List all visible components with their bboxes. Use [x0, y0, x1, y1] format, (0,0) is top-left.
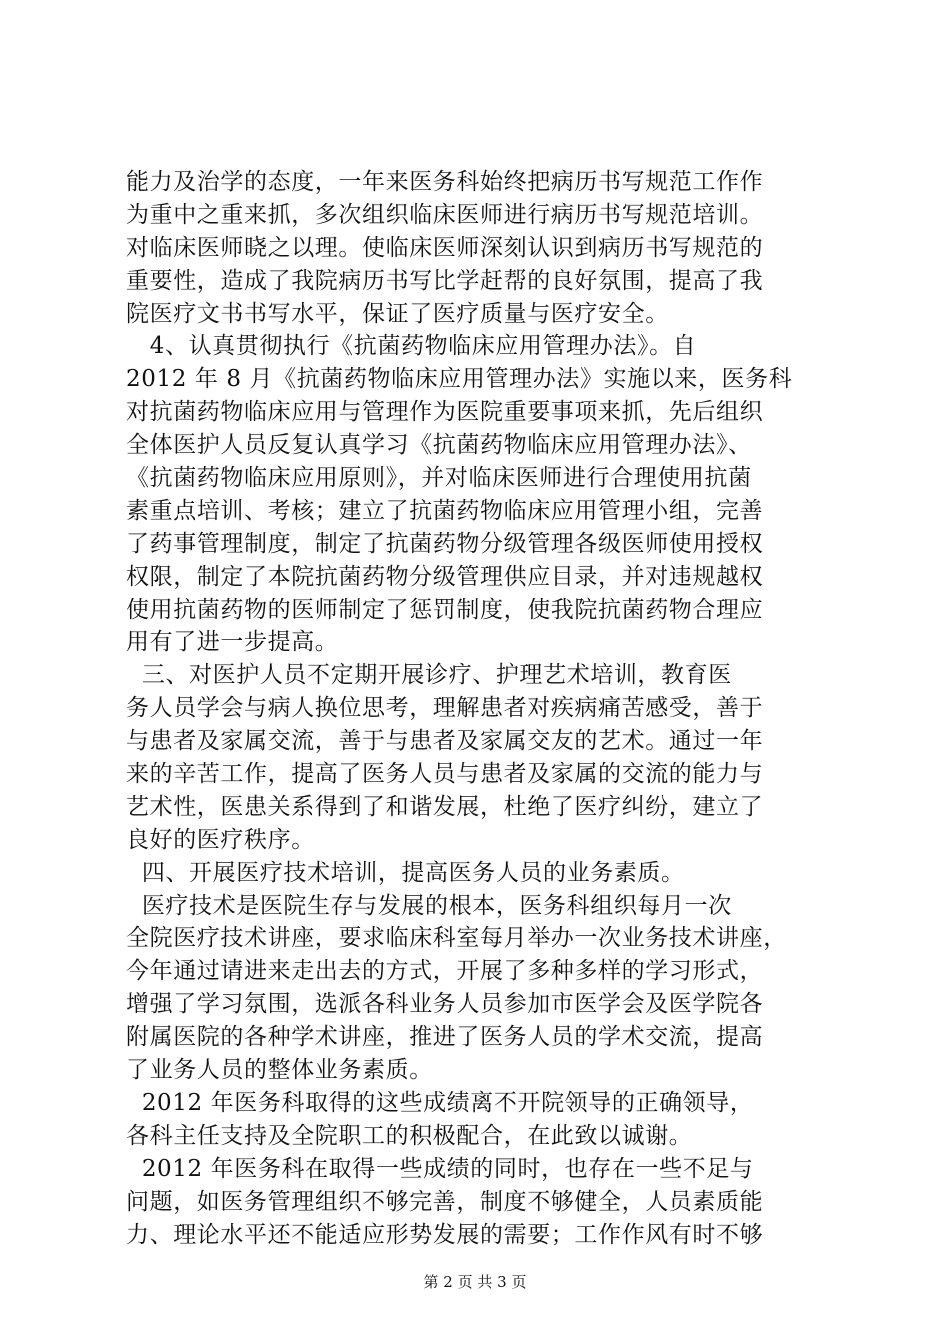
text-line: 三、对医护人员不定期开展诊疗、护理艺术培训，教育医	[126, 662, 732, 689]
text-line: 了药事管理制度，制定了抗菌药物分级管理各级医师使用授权	[126, 530, 764, 557]
text-line: 用有了进一步提高。	[126, 629, 339, 656]
text-line: 了业务人员的整体业务素质。	[126, 1057, 433, 1084]
text-line: 今年通过请进来走出去的方式，开展了多种多样的学习形式，	[126, 958, 764, 985]
text-line: 4、认真贯彻执行《抗菌药物临床应用管理办法》。自	[126, 333, 697, 360]
text-line: 2012 年医务科在取得一些成绩的同时，也存在一些不足与	[126, 1155, 754, 1182]
text-line: 艺术性，医患关系得到了和谐发展，杜绝了医疗纠纷，建立了	[126, 793, 764, 820]
text-line: 为重中之重来抓，多次组织临床医师进行病历书写规范培训。	[126, 201, 764, 228]
text-line: 全院医疗技术讲座，要求临床科室每月举办一次业务技术讲座，	[126, 925, 787, 952]
text-line: 务人员学会与病人换位思考，理解患者对疾病痛苦感受，善于	[126, 695, 764, 722]
document-body	[126, 166, 846, 1251]
text-line: 力、理论水平还不能适应形势发展的需要；工作作风有时不够	[126, 1221, 764, 1248]
text-line: 院医疗文书书写水平，保证了医疗质量与医疗安全。	[126, 300, 669, 327]
text-line: 全体医护人员反复认真学习《抗菌药物临床应用管理办法》、	[126, 432, 752, 459]
text-line: 附属医院的各种学术讲座，推进了医务人员的学术交流，提高	[126, 1024, 764, 1051]
text-line: 良好的医疗秩序。	[126, 826, 315, 853]
text-line: 素重点培训、考核；建立了抗菌药物临床应用管理小组，完善	[126, 497, 764, 524]
text-line: 医疗技术是医院生存与发展的根本，医务科组织每月一次	[126, 892, 732, 919]
text-line: 来的辛苦工作，提高了医务人员与患者及家属的交流的能力与	[126, 761, 764, 788]
text-line: 《抗菌药物临床应用原则》，并对临床医师进行合理使用抗菌	[126, 465, 752, 492]
text-line: 增强了学习氛围，选派各科业务人员参加市医学会及医学院各	[126, 991, 764, 1018]
text-line: 四、开展医疗技术培训，提高医务人员的业务素质。	[126, 859, 685, 886]
text-line: 问题，如医务管理组织不够完善，制度不够健全，人员素质能	[126, 1188, 764, 1215]
text-line: 2012 年医务科取得的这些成绩离不开院领导的正确领导，	[126, 1089, 754, 1116]
page-number-footer: 第 2 页 共 3 页	[423, 1273, 527, 1291]
text-line: 使用抗菌药物的医师制定了惩罚制度，使我院抗菌药物合理应	[126, 596, 764, 623]
text-line: 对抗菌药物临床应用与管理作为医院重要事项来抓，先后组织	[126, 399, 764, 426]
text-line: 与患者及家属交流，善于与患者及家属交友的艺术。通过一年	[126, 728, 764, 755]
text-line: 各科主任支持及全院职工的积极配合，在此致以诚谢。	[126, 1122, 693, 1149]
text-line: 对临床医师晓之以理。使临床医师深刻认识到病历书写规范的	[126, 234, 764, 261]
text-line: 重要性，造成了我院病历书写比学赶帮的良好氛围，提高了我	[126, 267, 764, 294]
text-line: 权限，制定了本院抗菌药物分级管理供应目录，并对违规越权	[126, 563, 764, 590]
text-line: 2012 年 8 月《抗菌药物临床应用管理办法》实施以来，医务科	[126, 366, 793, 393]
text-line: 能力及治学的态度，一年来医务科始终把病历书写规范工作作	[126, 169, 764, 195]
